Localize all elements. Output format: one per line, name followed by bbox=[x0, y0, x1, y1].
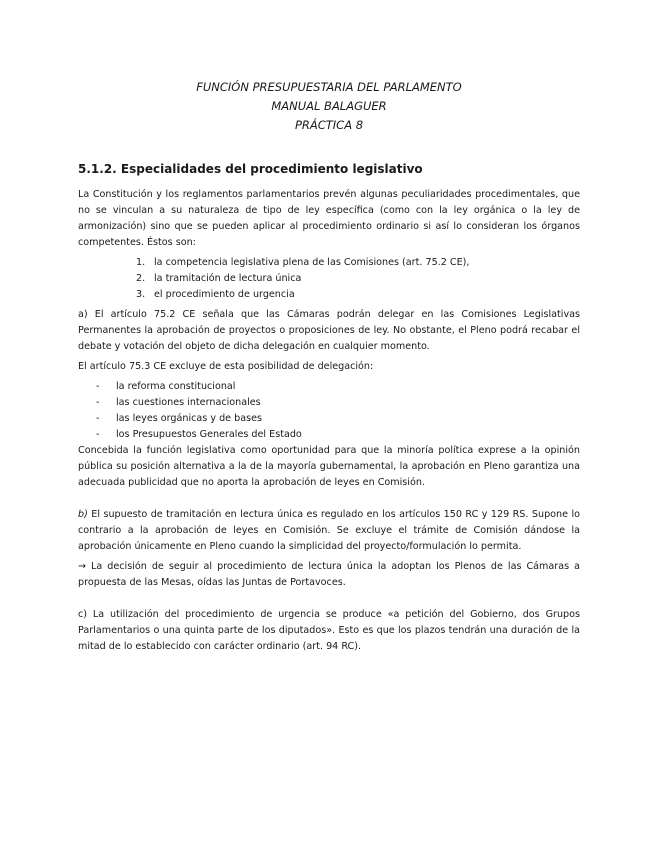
list-item-number: 1. bbox=[136, 257, 146, 268]
list-item-dash: - bbox=[96, 397, 100, 408]
paragraph-a: a) El artículo 75.2 CE señala que las Cámaras podrán delegar en las Comisiones Legislativas Permanentes la aprobación de proyectos o proposiciones de ley. No obstante, el Pleno podrá recabar el debate y votación del objeto de dicha delegación en cualquier momento. bbox=[78, 309, 580, 352]
list-item bbox=[96, 379, 580, 395]
paragraph-exclusions: El artículo 75.3 CE excluye de esta posibilidad de delegación: bbox=[78, 361, 374, 372]
list-item bbox=[136, 255, 580, 271]
dash-list bbox=[78, 379, 580, 443]
paragraph-concebida: Concebida la función legislativa como oportunidad para que la minoría política exprese a la opinión pública su posición alternativa a la de la mayoría gubernamental, la aprobación en Pleno garantiza una adecuada publicidad que no aporta la aprobación de leyes en Comisión. bbox=[78, 445, 580, 488]
document-title bbox=[78, 78, 580, 135]
list-item bbox=[96, 411, 580, 427]
spacer bbox=[78, 595, 580, 607]
list-item bbox=[136, 287, 580, 303]
list-item-text: los Presupuestos Generales del Estado bbox=[116, 429, 302, 440]
list-item-dash: - bbox=[96, 413, 100, 424]
intro-paragraph: La Constitución y los reglamentos parlamentarios prevén algunas peculiaridades procedimentales, que no se vinculan a su naturaleza de tipo de ley específica (como con la ley orgánica o la ley de armonización) sino que se pueden aplicar al procedimiento ordinario si así lo consideran los órganos competentes. Éstos son: bbox=[78, 189, 580, 248]
paragraph-b bbox=[78, 507, 580, 555]
paragraph-arrow: → La decisión de seguir al procedimiento de lectura única la adoptan los Plenos de las Cámaras a propuesta de las Mesas, oídas las Juntas de Portavoces. bbox=[78, 561, 580, 588]
list-item-text: las cuestiones internacionales bbox=[116, 397, 261, 408]
list-item bbox=[96, 395, 580, 411]
list-item-text: las leyes orgánicas y de bases bbox=[116, 413, 262, 424]
list-item-number: 2. bbox=[136, 273, 146, 284]
title-line-3: PRÁCTICA 8 bbox=[294, 118, 364, 132]
list-item-number: 3. bbox=[136, 289, 146, 300]
list-item-text: la tramitación de lectura única bbox=[154, 273, 302, 284]
paragraph-c: c) La utilización del procedimiento de urgencia se produce «a petición del Gobierno, dos Grupos Parlamentarios o una quinta parte de los diputados». Esto es que los plazos tendrán una duración de la mitad de lo establecido con carácter ordinario (art. 94 RC). bbox=[78, 609, 580, 652]
paragraph-b-label: b) bbox=[78, 509, 88, 520]
section-heading: 5.1.2. Especialidades del procedimiento legislativo bbox=[78, 162, 423, 176]
list-item-text: la reforma constitucional bbox=[116, 381, 236, 392]
numbered-list bbox=[78, 255, 580, 303]
list-item-dash: - bbox=[96, 429, 100, 440]
list-item-dash: - bbox=[96, 381, 100, 392]
list-item-text: la competencia legislativa plena de las Comisiones (art. 75.2 CE), bbox=[154, 257, 470, 268]
title-line-2: MANUAL BALAGUER bbox=[271, 99, 387, 113]
list-item bbox=[96, 427, 580, 443]
spacer bbox=[78, 495, 580, 507]
title-line-1: FUNCIÓN PRESUPUESTARIA DEL PARLAMENTO bbox=[196, 80, 462, 94]
list-item-text: el procedimiento de urgencia bbox=[154, 289, 295, 300]
list-item bbox=[136, 271, 580, 287]
paragraph-b-text: El supuesto de tramitación en lectura única es regulado en los artículos 150 RC y 129 RS. Supone lo contrario a la aprobación de leyes en Comisión. Se excluye el trámite de Comisión dándose la aprobación únicamente en Pleno cuando la simplicidad del proyecto/formulación lo permita. bbox=[78, 509, 580, 552]
